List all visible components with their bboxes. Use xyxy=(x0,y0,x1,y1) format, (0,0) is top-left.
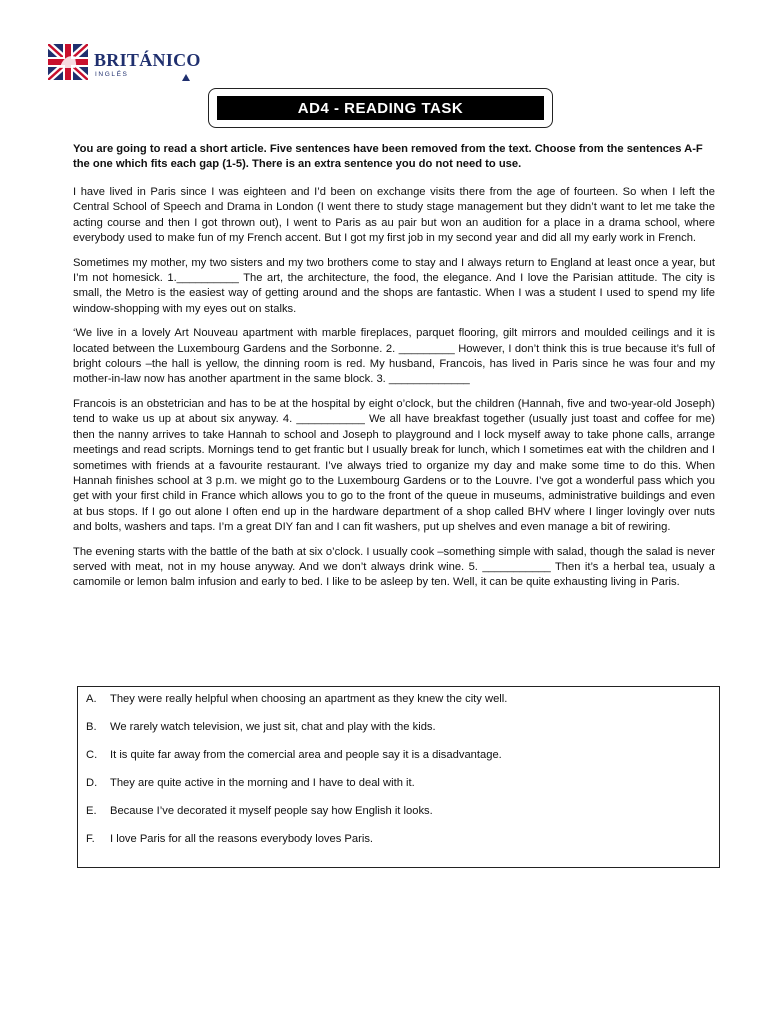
option-text: We rarely watch television, we just sit, chat and play with the kids. xyxy=(110,721,436,733)
article-paragraph-2: Sometimes my mother, my two sisters and my two brothers come to stay and I always return to England at least once a year, but I’m not homesick. 1.__________ The art, the architecture, the food, the elegance. And I love the Parisian attitude. The city is small, the Metro is the easiest way of getting around and the shops are fantastic. When I was a student I used to spend my life window-shopping with my eyes out on stalks. xyxy=(73,256,715,315)
article-paragraph-3: ‘We live in a lovely Art Nouveau apartment with marble fireplaces, parquet flooring, gilt mirrors and moulded ceilings and it is located between the Luxembourg Gardens and the Sorbonne. 2. _________ However, I don’t think this is true because it’s full of bright colours –the hall is yellow, the dinning room is red. My husband, Francois, has lived in Paris since he was four and my mother-in-law now has another apartment in the same block. 3. _____________ xyxy=(73,327,715,386)
logo-accent-mark xyxy=(182,74,190,81)
answer-options-box xyxy=(77,686,720,868)
option-letter: D. xyxy=(86,777,98,789)
option-letter: C. xyxy=(86,749,98,761)
article-paragraph-4: Francois is an obstetrician and has to be at the hospital by eight o’clock, but the children (Hannah, five and two-year-old Joseph) tend to wake us up at about six anyway. 4. ___________ We all have breakfast together (usually just toast and coffee for me) then the nanny arrives to take Hannah to school and Joseph to playground and I lock myself away to take phone calls, arrange meetings and read scripts. Mornings tend to get frantic but I usually break for lunch, which I sometimes eat with the children and I sometimes with friends at a favourite restaurant. I’ve always tried to organize my day and make some time to do this. When Hannah finishes school at 3 p.m. we might go to the Luxembourg Gardens or to the Louvre. I’ve got a wonderful pass which you get with your first child in France which allows you to go to the front of the queue in museums, administrative buildings and even at bus stops. If I go out alone I often end up in the hardware department of a shop called BHV where I linger lovingly over nuts and bolts, washers and taps. I’m a great DIY fan and I can fit washers, put up shelves and even manage a bit of rewiring. xyxy=(73,397,715,534)
option-c xyxy=(86,748,502,762)
option-text: They are quite active in the morning and I have to deal with it. xyxy=(110,777,415,789)
option-letter: F. xyxy=(86,833,95,845)
article-paragraph-1: I have lived in Paris since I was eighteen and I’d been on exchange visits there from the age of fourteen. So when I left the Central School of Speech and Drama in London (I went there to study stage management but they didn’t want to let me take the acting course and then I got thrown out), I went to Paris as au pair but won an audition for a place in a drama school, where everybody used to make fun of my French accent. But I got my first job in my second year and did all my early work in French. xyxy=(73,186,715,245)
option-f xyxy=(86,832,373,846)
brand-subtitle: INGLÉS xyxy=(95,71,129,78)
option-e xyxy=(86,804,433,818)
option-letter: B. xyxy=(86,721,97,733)
task-instructions: You are going to read a short article. Five sentences have been removed from the text. Choose from the sentences A-F the one which fits each gap (1-5). There is an extra sentence you do not need to use. xyxy=(73,143,703,170)
title-frame xyxy=(208,88,553,128)
brand-logo xyxy=(48,44,201,84)
option-letter: E. xyxy=(86,805,97,817)
brand-name: BRITÁNICO xyxy=(94,50,201,70)
option-text: I love Paris for all the reasons everybody loves Paris. xyxy=(110,833,374,845)
page-title: AD4 - READING TASK xyxy=(217,96,544,120)
option-d xyxy=(86,776,415,790)
article-paragraph-5: The evening starts with the battle of the bath at six o’clock. I usually cook –something simple with salad, though the salad is never served with meat, not in my house anyway. And we don’t always drink wine. 5. ___________ Then it’s a herbal tea, usualy a camomile or lemon balm infusion and early to bed. I like to be asleep by ten. Well, it can be quite exhausting living in Paris. xyxy=(73,545,715,589)
article-text xyxy=(73,185,715,600)
option-letter: A. xyxy=(86,693,97,705)
option-b xyxy=(86,720,436,734)
union-jack-lion-icon xyxy=(48,44,88,80)
option-text: They were really helpful when choosing an apartment as they knew the city well. xyxy=(110,693,508,705)
option-text: It is quite far away from the comercial area and people say it is a disadvantage. xyxy=(110,749,502,761)
option-text: Because I’ve decorated it myself people say how English it looks. xyxy=(110,805,433,817)
option-a xyxy=(86,692,507,706)
